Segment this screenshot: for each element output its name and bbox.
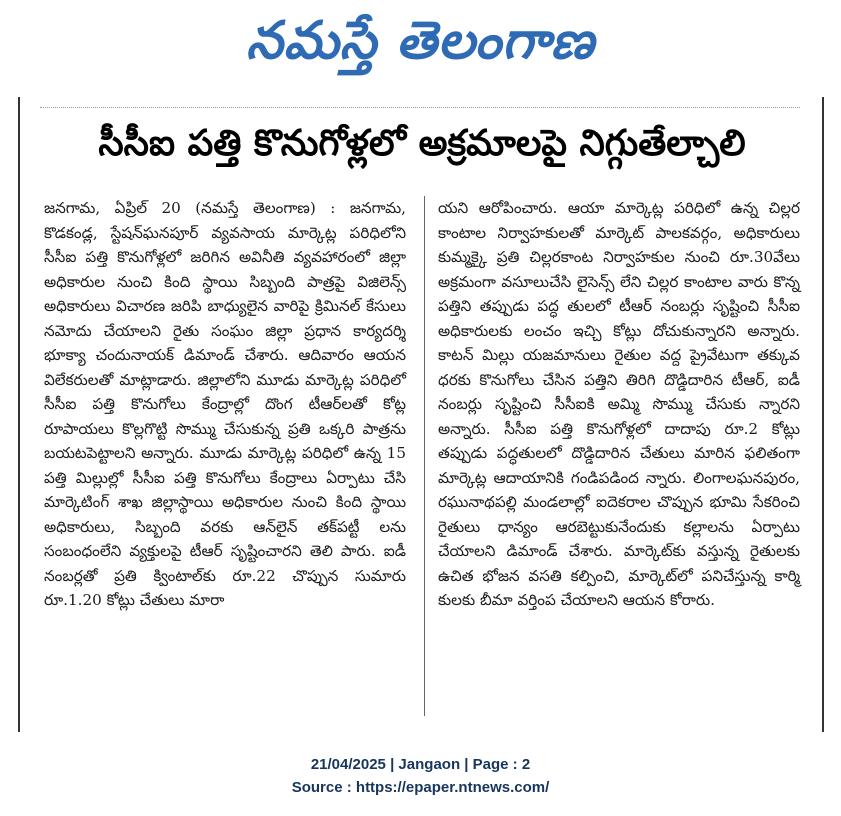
article-body-right: యని ఆరోపించారు. ఆయా మార్కెట్ల పరిధిలో ఉన్న చిల్లర కాంటాల నిర్వాహకులతో మార్కెట్ పాలకవర్గం, అధికారులు కుమ్మక్కై ప్రతి చిల్లరకాంట నిర్వాహకుల నుంచి రూ.30వేలు అక్రమంగా వసూలుచేసి లైసెన్స్ లేని చిల్లర కాంటాల వారు కొన్న పత్తిని తప్పుడు పద్ధ తులలో టీఆర్ నంబర్లు సృష్టించి సీసీఐ అధికారులకు లంచం ఇచ్చి కోట్లు దోచుకున్నారని అన్నారు. కాటన్ మిల్లు యజమానులు రైతుల వద్ద ప్రైవేటుగా తక్కువ ధరకు కొనుగోలు చేసిన పత్తిని తిరిగి దొడ్డిదారిన టీఆర్, ఐడీ నంబర్లు సృష్టించి సీసీఐకి అమ్మి సొమ్ము చేసుకు న్నారని అన్నారు. సీసీఐ పత్తి కొనుగోళ్లలో దాదాపు రూ.2 కోట్లు తప్పుడు పద్ధతులలో దొడ్డిదారిన చేతులు మారిన ఫలితంగా మార్కెట్ల ఆదాయానికి గండిపడింద న్నారు. లింగాలఘనపురం, రఘునాథపల్లి మండలాల్లో ఐదెకరాల చొప్పున భూమి సేకరించి రైతులు ధాన్యం ఆరబెట్టుకునేందుకు కల్లాలను ఏర్పాటు చేయాలని డిమాండ్ చేశారు. మార్కెట్‌కు వస్తున్న రైతులకు ఉచిత భోజన వసతి కల్పించి, మార్కెట్‌లో పనిచేస్తున్న కార్మి కులకు బీమా వర్తింప చేయాలని ఆయన కోరారు. xyxy=(438,199,800,609)
column-divider xyxy=(424,196,425,716)
edition-info: 21/04/2025 | Jangaon | Page : 2 xyxy=(310,756,531,773)
masthead xyxy=(0,8,841,74)
clipping-top-edge xyxy=(40,97,800,108)
newspaper-logo: నమస్తే తెలంగాణ xyxy=(246,11,595,71)
article-column-right xyxy=(438,196,800,613)
article-body-left: జనగామ, ఏప్రిల్ 20 (నమస్తే తెలంగాణ) : జనగామ, కొడకండ్ల, స్టేషన్‌ఘనపూర్ వ్యవసాయ మార్కెట్ల పరిధిలోని సీసీఐ పత్తి కొనుగోళ్లలో జరిగిన అవినీతి వ్యవహారంలో జిల్లా అధికారుల నుంచి కింది స్థాయి సిబ్బంది పాత్రపై విజిలెన్స్ అధికారులు విచారణ జరిపి బాధ్యులైన వారిపై క్రిమినల్ కేసులు నమోదు చేయాలని రైతు సంఘం జిల్లా ప్రధాన కార్యదర్శి భూక్యా చందునాయక్ డిమాండ్ చేశారు. ఆదివారం ఆయన విలేకరులతో మాట్లాడారు. జిల్లాలోని మూడు మార్కెట్ల పరిధిలో సీసీఐ పత్తి కొనుగోలు కేంద్రాల్లో దొంగ టీఆర్‌లతో కోట్ల రూపాయలు కొల్లగొట్టి సొమ్ము చేసుకున్న ప్రతి ఒక్కరి పాత్రను బయటపెట్టాలని అన్నారు. మూడు మార్కెట్ల పరిధిలో ఉన్న 15 పత్తి మిల్లుల్లో సీసీఐ పత్తి కొనుగోలు కేంద్రాలు ఏర్పాటు చేసి మార్కెటింగ్ శాఖ జిల్లాస్థాయి అధికారుల నుంచి కింది స్థాయి అధికారులు, సిబ్బంది వరకు ఆన్‌లైన్ తక్‌పట్టీ లను సంబంధంలేని వ్యక్తులపై టీఆర్ సృష్టించారని తెలి పారు. ఐడీ నంబర్లతో ప్రతి క్వింటాల్‌కు రూ.22 చొప్పున సుమారు రూ.1.20 కోట్లు చేతులు మారా xyxy=(44,199,406,609)
article-column-left xyxy=(44,196,406,613)
article-headline: సీసీఐ పత్తి కొనుగోళ్లలో అక్రమాలపై నిగ్గుతేల్చాలి xyxy=(98,123,746,164)
source-link[interactable]: Source : https://epaper.ntnews.com/ xyxy=(291,779,550,796)
